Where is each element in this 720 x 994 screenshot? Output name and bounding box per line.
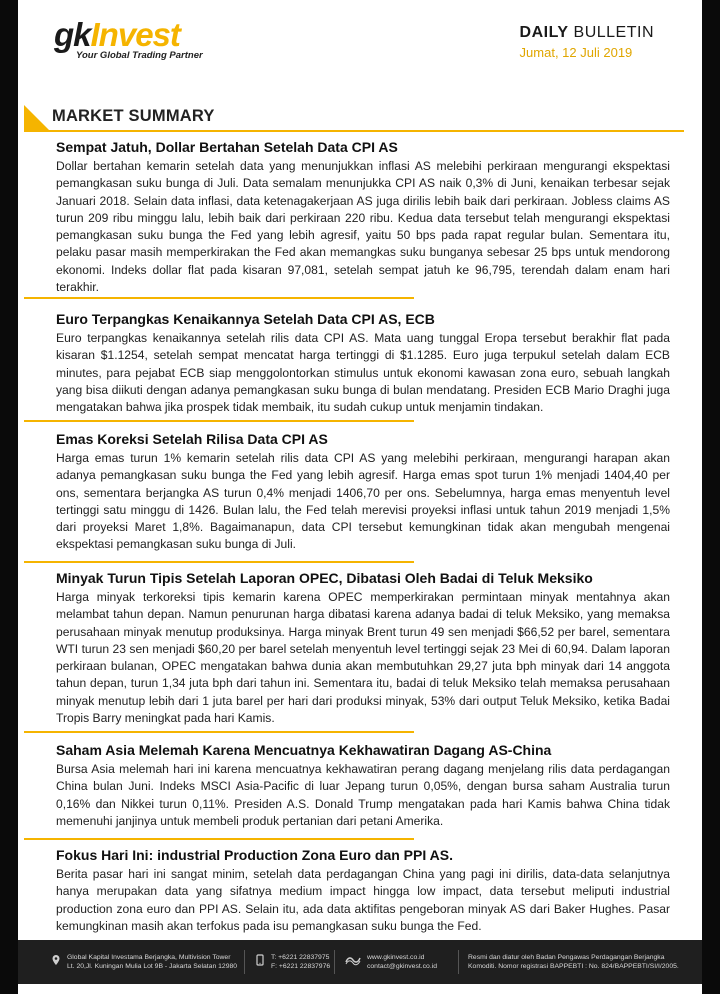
article-asia-stocks <box>56 742 670 830</box>
article-body: Harga minyak terkoreksi tipis kemarin karena OPEC memperkirakan permintaan minyak mentahnya akan melambat tahun depan. Namun penurunan harga dibatasi karena adanya badai di teluk Meksiko, yang memaksa perusahaan minyak menutup produksinya. Harga minyak Brent turun 49 sen menjadi $66,52 per barel, sementara WTI turun 23 sen menjadi $60,20 per barel setelah menyentuh level tertinggi sejak 23 Mei di 60,94. Dalam laporan perkiraan bulanan, OPEC mengatakan bahwa dunia akan membutuhkan 29,27 juta bph minyak dari 14 anggota tahun depan, turun 1,34 juta bph dari tahun ini. Sementara itu, badai di teluk Meksiko telah memaksa perusahaan minyak menutup lebih dari 1 juta barel per hari dari produksi minyak, 53% dari output Teluk Meksiko, ketika Badai Tropis Barry meningkat pada hari Kamis. <box>56 590 670 726</box>
bulletin-page <box>18 0 702 994</box>
article-title: Fokus Hari Ini: industrial Production Zona Euro dan PPI AS. <box>56 847 453 863</box>
article-gold <box>56 431 670 554</box>
footer-reg-line1: Resmi dan diatur oleh Badan Pengawas Perdagangan Berjangka <box>468 954 665 961</box>
footer-separator <box>334 950 335 974</box>
bulletin-title-rest: BULLETIN <box>568 24 654 41</box>
footer-website[interactable]: www.gkinvest.co.id <box>367 954 425 961</box>
article-divider <box>24 561 414 563</box>
article-body: Euro terpangkas kenaikannya setelah rilis data CPI AS. Mata uang tunggal Eropa tersebut berakhir flat pada kisaran $1.1254, setelah sempat mencatat harga tertinggi di $1.1285. Euro juga terpukul setelah dalam ECB minutes, para pejabat ECB siap menggolontorkan stimulus untuk ekonomi kawasan zona euro, sebuah langkah yang bisa diikuti dengan adanya pemangkasan suku bunga di bulan mendatang. Presiden ECB Mario Draghi juga mengatakan bahwa jika prospek tidak membaik, itu sudah cukup untuk menjamin tindakan. <box>56 331 670 415</box>
footer-phone <box>254 953 330 971</box>
section-underline <box>24 130 684 132</box>
article-euro <box>56 311 670 416</box>
web-icon <box>344 954 362 966</box>
gkinvest-logo <box>54 18 234 68</box>
bulletin-title-bold: DAILY <box>519 24 569 41</box>
footer-registration <box>468 953 694 971</box>
article-title: Saham Asia Melemah Karena Mencuatnya Kekhawatiran Dagang AS-China <box>56 742 552 758</box>
footer-fax-number: F: +6221 22837976 <box>271 963 331 970</box>
market-summary-bar <box>24 105 684 131</box>
footer-reg-line2: Komoditi. Nomor registrasi BAPPEBTI : No. 824/BAPPEBTI/SI/I/2005. <box>468 963 679 970</box>
logo-gk: gk <box>54 16 91 53</box>
article-title: Emas Koreksi Setelah Rilisa Data CPI AS <box>56 431 328 447</box>
logo-invest: Invest <box>90 16 180 53</box>
section-title: MARKET SUMMARY <box>52 107 215 125</box>
footer-separator <box>458 950 459 974</box>
footer-phone-number: T: +6221 22837975 <box>271 954 330 961</box>
bulletin-date: Jumat, 12 Juli 2019 <box>519 45 633 60</box>
article-title: Sempat Jatuh, Dollar Bertahan Setelah Data CPI AS <box>56 139 398 155</box>
article-body: Berita pasar hari ini sangat minim, setelah data perdagangan China yang pagi ini dirilis, data-data selanjutnya hanya merupakan data yang sifatnya medium impact hingga low impact, data tersebut meliputi industrial production zona euro dan PPI AS. Selain itu, ada data aktifitas pengeboran minyak AS dari Baker Hughes. Pasar kemungkinan masih akan terfokus pada isu pemangkasan suku bunga the Fed. <box>56 867 670 933</box>
phone-icon <box>254 954 266 966</box>
article-divider <box>24 838 414 840</box>
footer <box>18 940 702 984</box>
footer-email[interactable]: contact@gkinvest.co.id <box>367 963 437 970</box>
footer-web <box>344 953 437 971</box>
article-body: Bursa Asia melemah hari ini karena mencuatnya kekhawatiran perang dagang menjelang rilis data perdagangan China bulan Juni. Indeks MSCI Asia-Pacific di luar Jepang turun 0,05%, dengan bursa saham Australia turun 0,16% dan Nikkei turun 0,11%. Presiden A.S. Donald Trump mengatakan pada hari Kamis bahwa China tidak memenuhi janjinya untuk membeli produk pertanian dari petani Amerika. <box>56 762 670 828</box>
article-body: Dollar bertahan kemarin setelah data yang menunjukkan inflasi AS melebihi perkiraan mengurangi ekspektasi pemangkasan suku bunga di Juli. Data semalam menunjukka CPI AS naik 0,3% di Juni, kenaikan terbesar sejak Januari 2018. Selain data inflasi, data ketenagakerjaan AS juga dirilis lebih baik dari perkiraan. Jobless claims AS turun 209 ribu minggu lalu, lebih baik dari perkiraan 220 ribu. Kedua data tersebut telah mengurangi ekspektasi pemangkasan suku bunga the Fed yang lebih agresif, yaitu 50 bps pada rapat regular bulan. Sementara itu, pelaku pasar masih memperkirakan the Fed akan memangkas suku bunganya sebesar 25 bps untuk mendorong ekonomi. Indeks dollar flat pada kisaran 97,081, setelah sempat jatuh ke 96,795, terendah dalam enam hari terakhir. <box>56 159 670 295</box>
location-icon <box>50 954 62 966</box>
article-title: Minyak Turun Tipis Setelah Laporan OPEC, Dibatasi Oleh Badai di Teluk Meksiko <box>56 570 593 586</box>
footer-address-line1: Global Kapital Investama Berjangka, Multivision Tower <box>67 954 231 961</box>
article-oil <box>56 570 670 727</box>
bulletin-title <box>520 24 654 42</box>
footer-address-line2: Lt. 20,Jl. Kuningan Mulia Lot 9B - Jakarta Selatan 12980 <box>67 963 238 970</box>
article-title: Euro Terpangkas Kenaikannya Setelah Data CPI AS, ECB <box>56 311 435 327</box>
article-divider <box>24 420 414 422</box>
bulletin-heading <box>520 24 654 60</box>
footer-separator <box>244 950 245 974</box>
article-body: Harga emas turun 1% kemarin setelah rilis data CPI AS yang melebihi perkiraan, mengurangi harapan akan adanya pemangkasan suku bunga the Fed yang lebih agresif. Harga emas spot turun 1% menjadi 1404,40 per ons, sementara berjangka AS turun 0,4% menjadi 1406,70 per ons. Sebelumnya, harga emas menyentuh level tertinggi satu minggu di 1426. Bulan lalu, the Fed telah merevisi proyeksi inflasi untuk tahun 2019 menjadi 1,5% dari proyeksi Maret 1,8%. Bagaimanapun, data CPI tersebut kemungkinan tidak akan mengubah mengenai ekspektasi pemangkasan suku bunga di Juli. <box>56 451 670 552</box>
article-divider <box>24 731 414 733</box>
article-dollar <box>56 139 670 296</box>
article-focus-today <box>56 847 670 935</box>
footer-address <box>50 953 237 971</box>
logo-tagline: Your Global Trading Partner <box>76 50 203 61</box>
section-triangle-icon <box>24 105 50 131</box>
header <box>18 0 702 90</box>
article-divider <box>24 297 414 299</box>
